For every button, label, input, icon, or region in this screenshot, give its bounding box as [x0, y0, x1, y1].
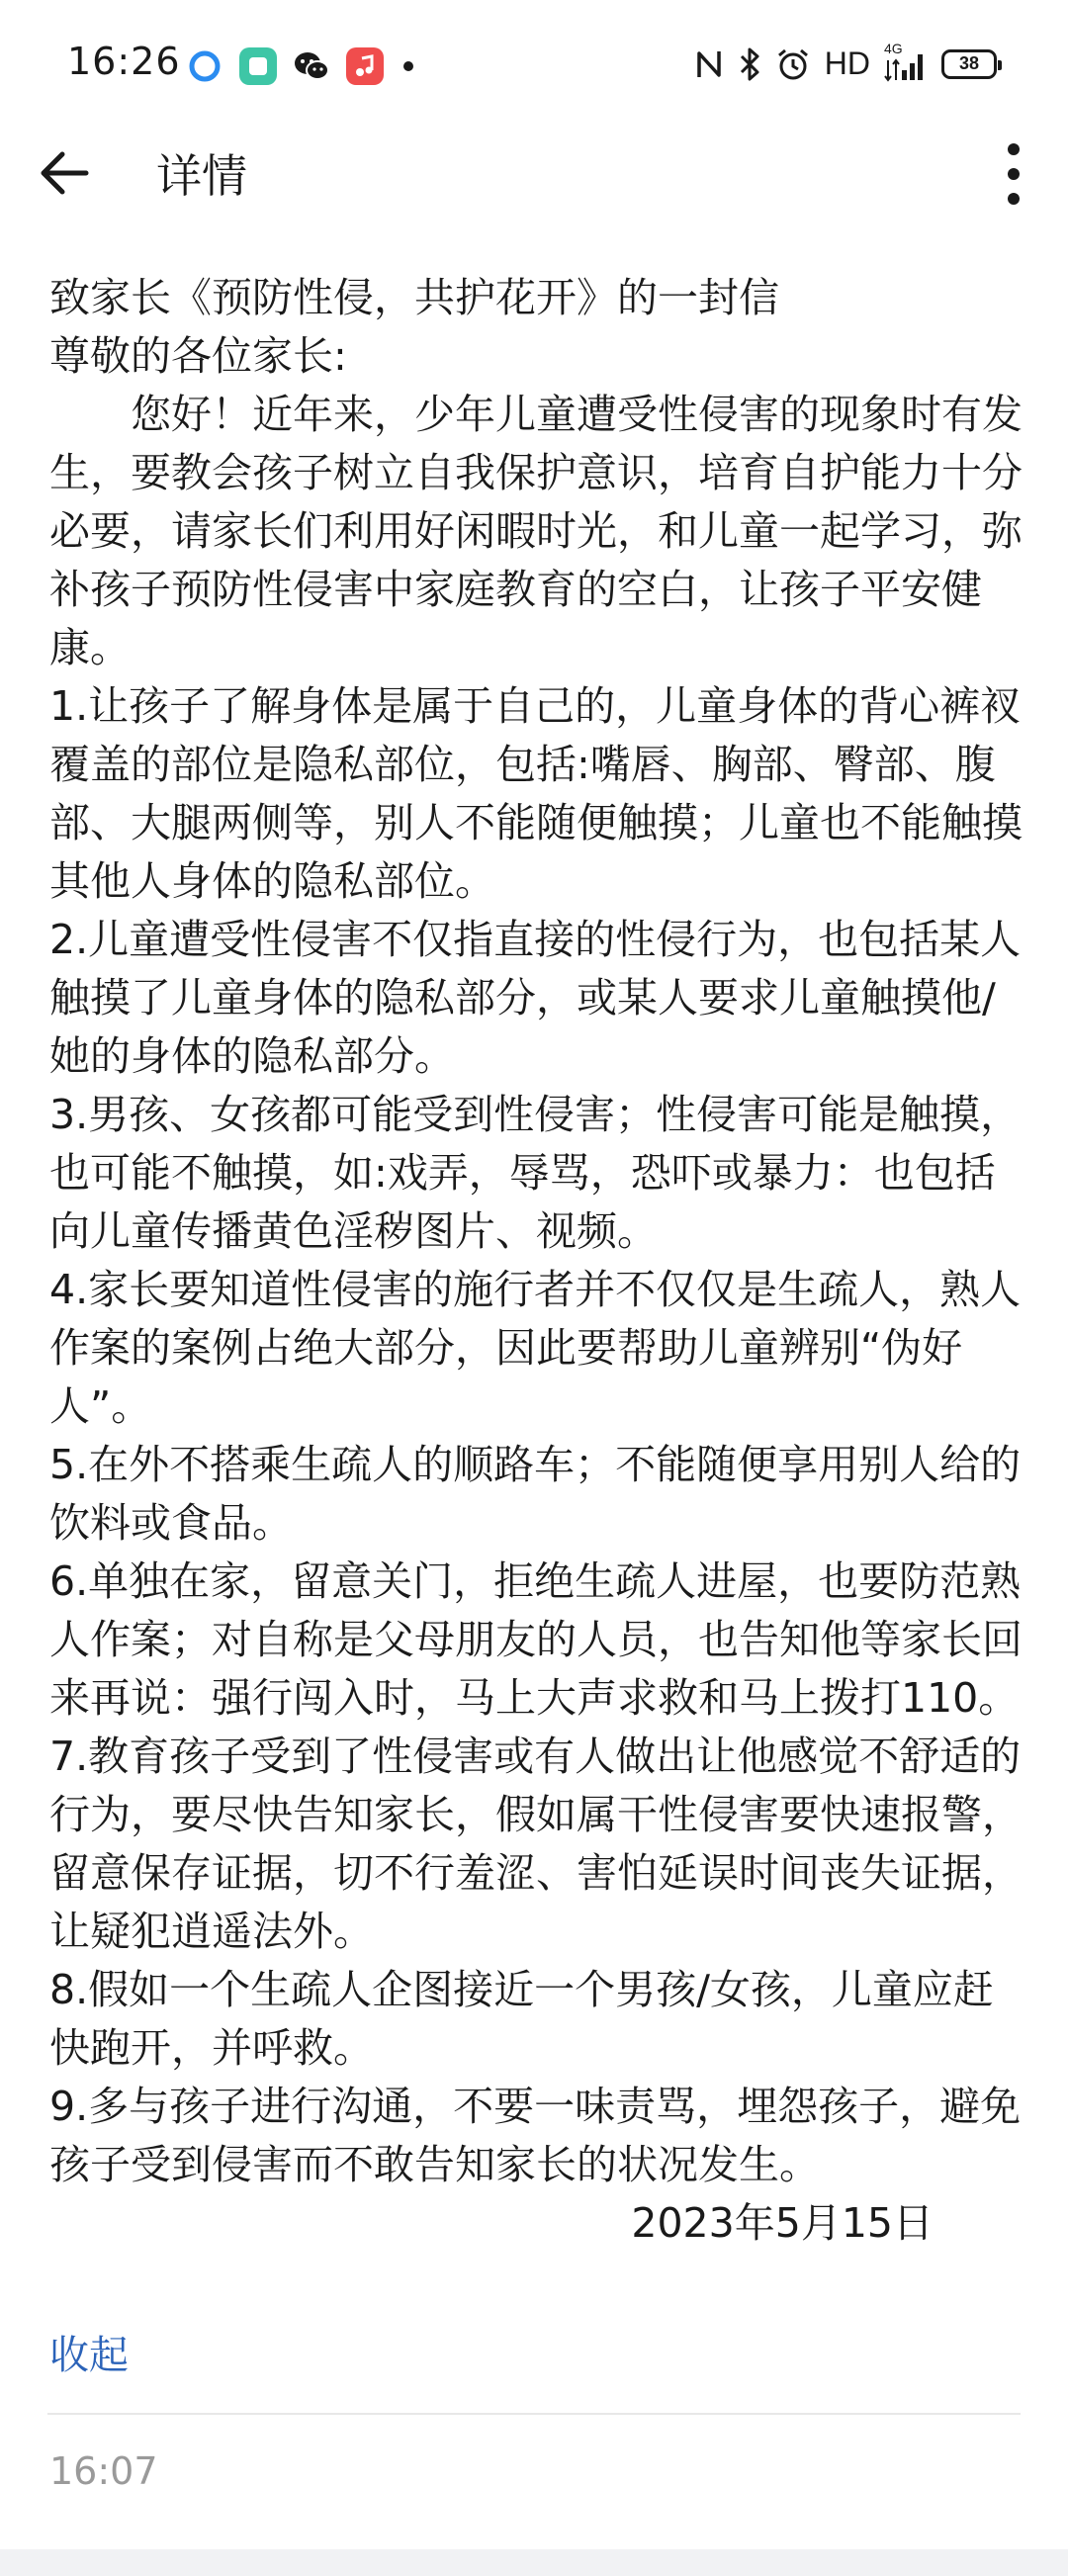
- divider: [47, 2413, 1021, 2415]
- letter-point: 6.单独在家，留意关门，拒绝生疏人进屋，也要防范熟人作案；对自称是父母朋友的人员，也告知他等家长回来再说：强行闯入时，马上大声求救和马上拨打110。: [49, 1557, 1023, 1722]
- system-status-icons: [694, 40, 997, 82]
- hd-voice-indicator: HD: [824, 45, 870, 81]
- notification-icons: [186, 47, 413, 85]
- battery-icon: [941, 49, 997, 79]
- more-notifications-dot: [403, 61, 413, 71]
- bluetooth-icon: [738, 46, 761, 82]
- page-title: 详情: [156, 149, 247, 203]
- letter-point: 1.让孩子了解身体是属于自己的，儿童身体的背心裤衩覆盖的部位是隐私部位，包括:嘴唇、胸部、臀部、腹部、大腿两侧等，别人不能随便触摸；儿童也不能触摸其他人身体的隐私部位。: [49, 682, 1023, 905]
- more-vertical-icon: [1004, 139, 1024, 209]
- wechat-icon: [293, 47, 330, 85]
- back-button[interactable]: [30, 138, 99, 208]
- more-options-button[interactable]: [979, 131, 1048, 218]
- message-content: [49, 269, 1028, 2253]
- status-time: 16:26: [67, 40, 181, 83]
- browser-icon: [186, 47, 223, 85]
- letter-point: 4.家长要知道性侵害的施行者并不仅仅是生疏人，熟人作案的案例占绝大部分，因此要帮助儿童辨别“伪好人”。: [49, 1266, 1022, 1430]
- letter-intro: 您好！近年来，少年儿童遭受性侵害的现象时有发生，要教会孩子树立自我保护意识，培育自护能力十分必要，请家长们利用好闲暇时光，和儿童一起学习，弥补孩子预防性侵害中家庭教育的空白，让孩子平安健康。: [49, 391, 1023, 671]
- letter-point: 8.假如一个生疏人企图接近一个男孩/女孩，儿童应赶快跑开，并呼救。: [49, 1966, 994, 2072]
- letter-point: 3.男孩、女孩都可能受到性侵害；性侵害可能是触摸，也可能不触摸，如:戏弄，辱骂，恐吓或暴力：也包括向儿童传播黄色淫秽图片、视频。: [49, 1091, 1022, 1255]
- music-icon: [346, 47, 384, 85]
- collapse-link[interactable]: 收起: [49, 2333, 129, 2378]
- letter-point: 9.多与孩子进行沟通，不要一味责骂，埋怨孩子，避免孩子受到侵害而不敢告知家长的状况发生。: [49, 2083, 1022, 2188]
- status-bar: [0, 0, 1068, 129]
- alarm-icon: [775, 46, 811, 82]
- notes-icon: [239, 47, 277, 85]
- app-header: [0, 119, 1068, 218]
- post-timestamp: 16:07: [49, 2449, 158, 2493]
- nfc-icon: [694, 47, 724, 81]
- arrow-left-icon: [37, 145, 92, 201]
- bottom-bar: [0, 2549, 1068, 2576]
- cellular-signal-icon: [884, 40, 928, 82]
- network-type-label: 4G: [884, 40, 903, 56]
- letter-point: 5.在外不搭乘生疏人的顺路车；不能随便享用别人给的饮料或食品。: [49, 1441, 1022, 1547]
- letter-title: 致家长《预防性侵，共护花开》的一封信: [49, 274, 779, 321]
- battery-level: 38: [958, 53, 980, 73]
- letter-point: 2.儿童遭受性侵害不仅指直接的性侵行为，也包括某人触摸了儿童身体的隐私部分，或某人要求儿童触摸他/她的身体的隐私部分。: [49, 916, 1022, 1080]
- letter-salutation: 尊敬的各位家长:: [49, 332, 347, 380]
- letter-point: 7.教育孩子受到了性侵害或有人做出让他感觉不舒适的行为，要尽快告知家长，假如属干性侵害要快速报警，留意保存证据，切不行羞涩、害怕延误时间丧失证据，让疑犯逍遥法外。: [49, 1732, 1023, 1955]
- letter-date: 2023年5月15日: [631, 2199, 934, 2247]
